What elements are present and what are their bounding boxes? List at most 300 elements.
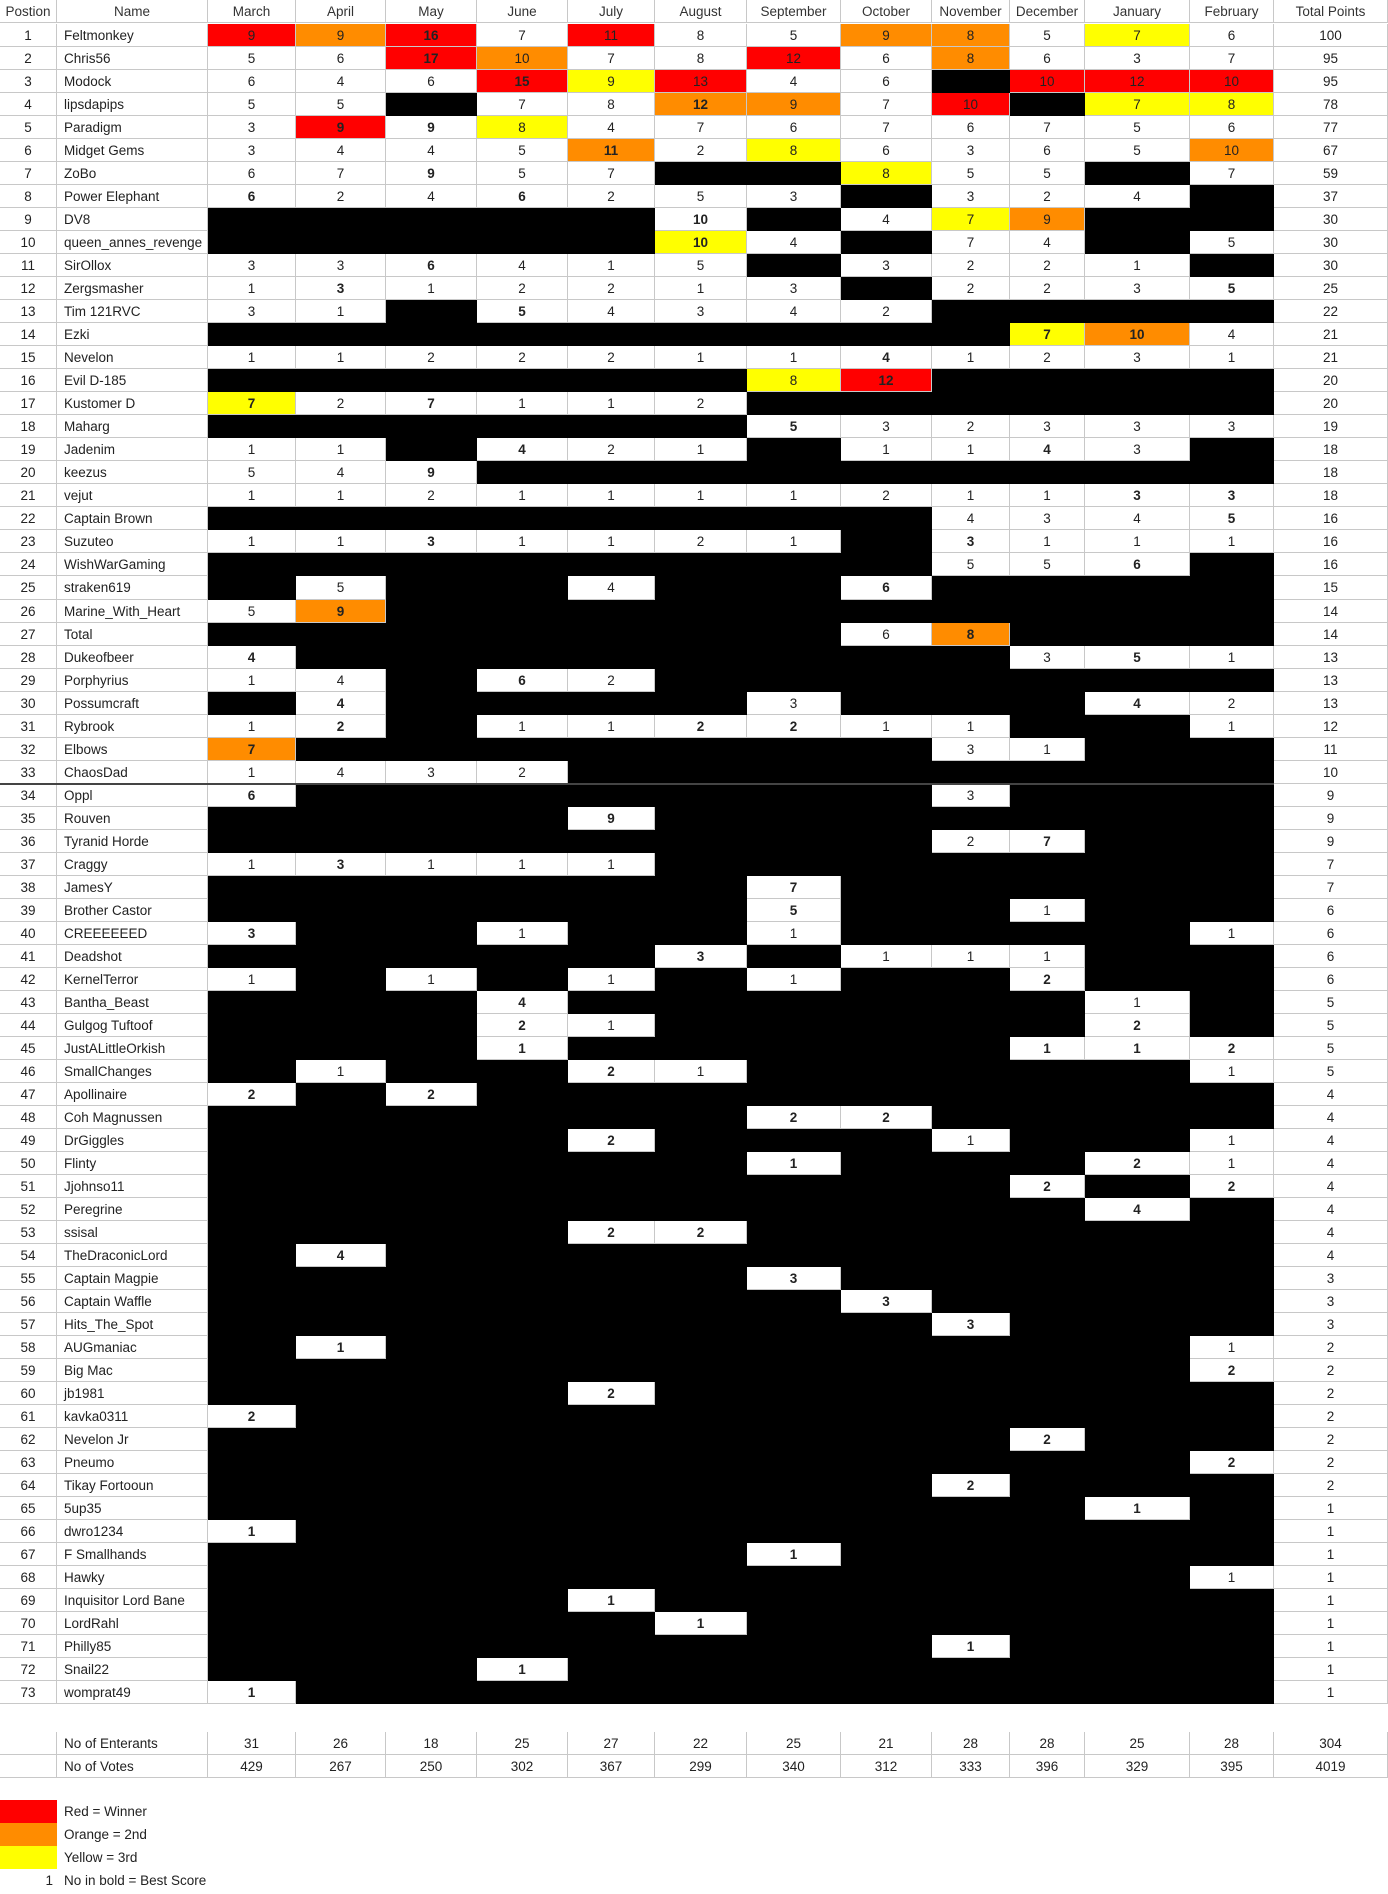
blank-cell	[1010, 807, 1085, 830]
row-name: kavka0311	[57, 1405, 208, 1428]
score-cell: 7	[932, 208, 1010, 231]
blank-cell	[1085, 830, 1190, 853]
blank-cell	[1190, 899, 1274, 922]
row-position: 60	[0, 1382, 57, 1405]
blank-cell	[1190, 1428, 1274, 1451]
blank-cell	[1010, 1382, 1085, 1405]
row-total-points: 16	[1274, 553, 1388, 576]
blank-cell	[1085, 715, 1190, 738]
blank-cell	[747, 553, 841, 576]
blank-cell	[208, 1037, 296, 1060]
score-cell: 1	[568, 1589, 655, 1612]
blank-cell	[386, 623, 477, 646]
row-total-points: 37	[1274, 185, 1388, 208]
blank-cell	[841, 530, 932, 553]
blank-cell	[1190, 669, 1274, 692]
blank-cell	[296, 1497, 386, 1520]
score-cell: 3	[208, 116, 296, 139]
score-cell: 4	[296, 692, 386, 715]
blank-cell	[296, 1382, 386, 1405]
score-cell: 2	[1085, 1014, 1190, 1037]
blank-cell	[1010, 1198, 1085, 1221]
blank-cell	[932, 1014, 1010, 1037]
blank-cell	[1085, 1635, 1190, 1658]
blank-cell	[841, 1313, 932, 1336]
header-month-december: December	[1010, 0, 1085, 23]
score-cell: 5	[296, 576, 386, 600]
row-name: Gulgog Tuftoof	[57, 1014, 208, 1037]
legend-label: Red = Winner	[64, 1804, 147, 1819]
row-name: Kustomer D	[57, 392, 208, 415]
score-cell: 6	[932, 116, 1010, 139]
blank-cell	[296, 1566, 386, 1589]
score-cell: 9	[568, 807, 655, 830]
score-cell: 2	[568, 1221, 655, 1244]
score-cell: 3	[932, 530, 1010, 553]
blank-cell	[296, 1428, 386, 1451]
blank-cell	[747, 623, 841, 646]
row-name: ZoBo	[57, 162, 208, 185]
blank-cell	[747, 438, 841, 461]
blank-cell	[568, 1566, 655, 1589]
row-total-points: 5	[1274, 1037, 1388, 1060]
score-cell: 7	[1085, 24, 1190, 47]
score-cell: 9	[208, 24, 296, 47]
row-name: Oppl	[57, 784, 208, 807]
blank-cell	[386, 1428, 477, 1451]
score-cell: 1	[477, 922, 568, 945]
blank-cell	[655, 807, 747, 830]
summary-value: 22	[655, 1732, 747, 1755]
score-cell: 4	[1085, 507, 1190, 530]
score-cell: 5	[932, 162, 1010, 185]
blank-cell	[747, 1359, 841, 1382]
row-position: 28	[0, 646, 57, 669]
score-cell: 2	[655, 530, 747, 553]
score-cell: 1	[477, 853, 568, 876]
row-position: 2	[0, 47, 57, 70]
score-cell: 5	[1190, 507, 1274, 530]
row-position: 73	[0, 1681, 57, 1704]
row-name: jb1981	[57, 1382, 208, 1405]
blank-cell	[296, 807, 386, 830]
blank-cell	[1190, 254, 1274, 277]
blank-cell	[386, 576, 477, 600]
summary-value: 28	[932, 1732, 1010, 1755]
summary-value: 329	[1085, 1755, 1190, 1778]
score-cell: 3	[386, 530, 477, 553]
row-name: Paradigm	[57, 116, 208, 139]
blank-cell	[386, 738, 477, 761]
row-total-points: 20	[1274, 369, 1388, 392]
score-cell: 6	[1190, 24, 1274, 47]
summary-value: 299	[655, 1755, 747, 1778]
blank-cell	[1085, 1290, 1190, 1313]
blank-cell	[1190, 1290, 1274, 1313]
blank-cell	[1010, 1267, 1085, 1290]
row-total-points: 1	[1274, 1543, 1388, 1566]
blank-cell	[568, 1405, 655, 1428]
blank-cell	[568, 922, 655, 945]
blank-cell	[841, 1267, 932, 1290]
score-cell: 1	[386, 968, 477, 991]
blank-cell	[932, 1083, 1010, 1106]
blank-cell	[1085, 300, 1190, 323]
blank-cell	[386, 1635, 477, 1658]
header-month-may: May	[386, 0, 477, 23]
blank-cell	[655, 1681, 747, 1704]
score-cell: 2	[841, 484, 932, 507]
summary-spacer	[0, 1755, 57, 1778]
row-position: 31	[0, 715, 57, 738]
blank-cell	[1085, 1681, 1190, 1704]
blank-cell	[386, 415, 477, 438]
score-cell: 3	[932, 139, 1010, 162]
score-cell: 6	[208, 70, 296, 93]
summary-label: No of Votes	[57, 1755, 208, 1778]
blank-cell	[841, 1589, 932, 1612]
blank-cell	[1010, 1313, 1085, 1336]
blank-cell	[655, 1129, 747, 1152]
header-month-august: August	[655, 0, 747, 23]
row-total-points: 16	[1274, 530, 1388, 553]
header-month-september: September	[747, 0, 841, 23]
row-position: 44	[0, 1014, 57, 1037]
blank-cell	[477, 1681, 568, 1704]
row-name: 5up35	[57, 1497, 208, 1520]
row-total-points: 21	[1274, 323, 1388, 346]
blank-cell	[655, 646, 747, 669]
blank-cell	[655, 669, 747, 692]
summary-value: 27	[568, 1732, 655, 1755]
score-cell: 2	[1010, 277, 1085, 300]
score-cell: 7	[1190, 162, 1274, 185]
row-total-points: 3	[1274, 1290, 1388, 1313]
score-cell: 5	[1085, 139, 1190, 162]
score-cell: 4	[1190, 323, 1274, 346]
blank-cell	[1010, 1451, 1085, 1474]
row-name: Rybrook	[57, 715, 208, 738]
score-cell: 1	[296, 484, 386, 507]
score-cell: 6	[841, 139, 932, 162]
blank-cell	[208, 1589, 296, 1612]
blank-cell	[655, 1658, 747, 1681]
blank-cell	[1190, 761, 1274, 784]
row-position: 62	[0, 1428, 57, 1451]
score-cell: 2	[568, 438, 655, 461]
row-name: keezus	[57, 461, 208, 484]
score-cell: 7	[386, 392, 477, 415]
score-cell: 1	[1010, 738, 1085, 761]
blank-cell	[932, 807, 1010, 830]
blank-cell	[1190, 945, 1274, 968]
row-position: 23	[0, 530, 57, 553]
row-total-points: 2	[1274, 1359, 1388, 1382]
score-cell: 5	[747, 24, 841, 47]
blank-cell	[841, 185, 932, 208]
score-cell: 4	[747, 300, 841, 323]
row-total-points: 4	[1274, 1129, 1388, 1152]
blank-cell	[932, 70, 1010, 93]
row-total-points: 22	[1274, 300, 1388, 323]
blank-cell	[655, 784, 747, 807]
blank-cell	[208, 1359, 296, 1382]
blank-cell	[296, 1589, 386, 1612]
score-cell: 3	[932, 738, 1010, 761]
blank-cell	[568, 507, 655, 530]
row-position: 24	[0, 553, 57, 576]
row-total-points: 10	[1274, 761, 1388, 784]
blank-cell	[1085, 738, 1190, 761]
row-position: 30	[0, 692, 57, 715]
score-cell: 7	[477, 24, 568, 47]
legend-label: Orange = 2nd	[64, 1827, 147, 1842]
blank-cell	[1085, 876, 1190, 899]
row-name: CREEEEEED	[57, 922, 208, 945]
summary-value: 25	[477, 1732, 568, 1755]
blank-cell	[568, 323, 655, 346]
row-total-points: 11	[1274, 738, 1388, 761]
blank-cell	[208, 1060, 296, 1083]
score-cell: 1	[655, 346, 747, 369]
blank-cell	[1010, 1589, 1085, 1612]
blank-cell	[841, 991, 932, 1014]
blank-cell	[932, 1106, 1010, 1129]
row-position: 34	[0, 784, 57, 807]
blank-cell	[296, 1658, 386, 1681]
blank-cell	[477, 1175, 568, 1198]
row-total-points: 6	[1274, 922, 1388, 945]
blank-cell	[1085, 1267, 1190, 1290]
row-total-points: 14	[1274, 600, 1388, 623]
score-cell: 2	[208, 1083, 296, 1106]
score-cell: 1	[747, 484, 841, 507]
summary-value: 267	[296, 1755, 386, 1778]
row-total-points: 13	[1274, 692, 1388, 715]
blank-cell	[1190, 1221, 1274, 1244]
blank-cell	[841, 1520, 932, 1543]
score-cell: 1	[208, 484, 296, 507]
score-cell: 10	[1010, 70, 1085, 93]
blank-cell	[932, 1543, 1010, 1566]
score-cell: 1	[568, 484, 655, 507]
score-cell: 2	[1190, 692, 1274, 715]
blank-cell	[932, 1520, 1010, 1543]
blank-cell	[1010, 1060, 1085, 1083]
blank-cell	[841, 1175, 932, 1198]
score-cell: 13	[655, 70, 747, 93]
blank-cell	[296, 991, 386, 1014]
blank-cell	[932, 1589, 1010, 1612]
score-cell: 9	[841, 24, 932, 47]
score-cell: 2	[568, 1060, 655, 1083]
blank-cell	[477, 1290, 568, 1313]
score-cell: 8	[932, 623, 1010, 646]
score-cell: 10	[477, 47, 568, 70]
blank-cell	[932, 1612, 1010, 1635]
blank-cell	[655, 1106, 747, 1129]
blank-cell	[1010, 392, 1085, 415]
score-cell: 4	[747, 70, 841, 93]
blank-cell	[1085, 1566, 1190, 1589]
blank-cell	[747, 738, 841, 761]
score-cell: 5	[747, 899, 841, 922]
row-position: 69	[0, 1589, 57, 1612]
score-cell: 9	[296, 24, 386, 47]
blank-cell	[932, 1428, 1010, 1451]
blank-cell	[208, 1566, 296, 1589]
row-name: DrGiggles	[57, 1129, 208, 1152]
blank-cell	[1085, 461, 1190, 484]
row-total-points: 9	[1274, 807, 1388, 830]
blank-cell	[1190, 623, 1274, 646]
blank-cell	[208, 1612, 296, 1635]
score-cell: 2	[296, 715, 386, 738]
row-name: Big Mac	[57, 1359, 208, 1382]
blank-cell	[655, 1589, 747, 1612]
blank-cell	[1010, 784, 1085, 807]
blank-cell	[296, 1037, 386, 1060]
blank-cell	[296, 830, 386, 853]
blank-cell	[1190, 1083, 1274, 1106]
row-name: Tikay Fortooun	[57, 1474, 208, 1497]
score-cell: 2	[1010, 968, 1085, 991]
blank-cell	[655, 899, 747, 922]
score-cell: 17	[386, 47, 477, 70]
blank-cell	[1190, 1497, 1274, 1520]
blank-cell	[841, 784, 932, 807]
summary-total: 4019	[1274, 1755, 1388, 1778]
score-cell: 1	[841, 945, 932, 968]
row-position: 46	[0, 1060, 57, 1083]
row-position: 20	[0, 461, 57, 484]
blank-cell	[1085, 392, 1190, 415]
score-cell: 1	[296, 1060, 386, 1083]
blank-cell	[841, 461, 932, 484]
score-cell: 6	[386, 254, 477, 277]
blank-cell	[747, 461, 841, 484]
score-cell: 7	[747, 876, 841, 899]
blank-cell	[477, 1244, 568, 1267]
row-name: Deadshot	[57, 945, 208, 968]
blank-cell	[655, 876, 747, 899]
score-cell: 8	[655, 47, 747, 70]
blank-cell	[1190, 1313, 1274, 1336]
blank-cell	[1085, 899, 1190, 922]
blank-cell	[932, 300, 1010, 323]
blank-cell	[477, 623, 568, 646]
blank-cell	[932, 392, 1010, 415]
score-cell: 3	[1190, 415, 1274, 438]
header-month-november: November	[932, 0, 1010, 23]
blank-cell	[477, 1267, 568, 1290]
row-total-points: 20	[1274, 392, 1388, 415]
header-month-april: April	[296, 0, 386, 23]
blank-cell	[655, 1267, 747, 1290]
blank-cell	[1190, 185, 1274, 208]
score-cell: 5	[655, 254, 747, 277]
blank-cell	[1010, 1658, 1085, 1681]
score-cell: 8	[841, 162, 932, 185]
row-total-points: 1	[1274, 1566, 1388, 1589]
blank-cell	[747, 600, 841, 623]
blank-cell	[296, 784, 386, 807]
blank-cell	[386, 807, 477, 830]
blank-cell	[477, 323, 568, 346]
blank-cell	[1190, 1681, 1274, 1704]
score-cell: 3	[208, 922, 296, 945]
score-cell: 4	[296, 139, 386, 162]
blank-cell	[655, 1428, 747, 1451]
blank-cell	[386, 323, 477, 346]
row-name: Dukeofbeer	[57, 646, 208, 669]
blank-cell	[208, 1313, 296, 1336]
blank-cell	[208, 415, 296, 438]
blank-cell	[477, 1589, 568, 1612]
row-total-points: 2	[1274, 1336, 1388, 1359]
blank-cell	[747, 1589, 841, 1612]
row-total-points: 95	[1274, 70, 1388, 93]
row-position: 8	[0, 185, 57, 208]
row-name: Apollinaire	[57, 1083, 208, 1106]
row-total-points: 18	[1274, 484, 1388, 507]
summary-label: No of Enterants	[57, 1732, 208, 1755]
score-cell: 2	[1010, 1428, 1085, 1451]
row-total-points: 6	[1274, 968, 1388, 991]
row-position: 12	[0, 277, 57, 300]
blank-cell	[1190, 1612, 1274, 1635]
blank-cell	[386, 1175, 477, 1198]
score-cell: 1	[477, 530, 568, 553]
blank-cell	[296, 876, 386, 899]
score-cell: 11	[568, 139, 655, 162]
row-total-points: 4	[1274, 1106, 1388, 1129]
blank-cell	[208, 1106, 296, 1129]
row-position: 35	[0, 807, 57, 830]
header-position: Postion	[0, 0, 57, 23]
blank-cell	[841, 1405, 932, 1428]
blank-cell	[477, 553, 568, 576]
score-cell: 2	[1010, 346, 1085, 369]
row-total-points: 2	[1274, 1382, 1388, 1405]
blank-cell	[747, 1520, 841, 1543]
row-position: 38	[0, 876, 57, 899]
row-position: 9	[0, 208, 57, 231]
blank-cell	[1085, 922, 1190, 945]
blank-cell	[568, 1267, 655, 1290]
blank-cell	[747, 1405, 841, 1428]
score-cell: 7	[208, 392, 296, 415]
blank-cell	[386, 1198, 477, 1221]
blank-cell	[747, 830, 841, 853]
blank-cell	[841, 876, 932, 899]
score-cell: 2	[386, 1083, 477, 1106]
score-cell: 6	[208, 784, 296, 807]
score-cell: 10	[655, 231, 747, 254]
blank-cell	[1010, 300, 1085, 323]
blank-cell	[841, 1129, 932, 1152]
blank-cell	[841, 1083, 932, 1106]
blank-cell	[296, 1198, 386, 1221]
blank-cell	[386, 507, 477, 530]
blank-cell	[208, 991, 296, 1014]
blank-cell	[208, 1175, 296, 1198]
score-cell: 4	[477, 254, 568, 277]
blank-cell	[568, 461, 655, 484]
row-position: 37	[0, 853, 57, 876]
score-cell: 2	[568, 1382, 655, 1405]
score-cell: 2	[568, 277, 655, 300]
